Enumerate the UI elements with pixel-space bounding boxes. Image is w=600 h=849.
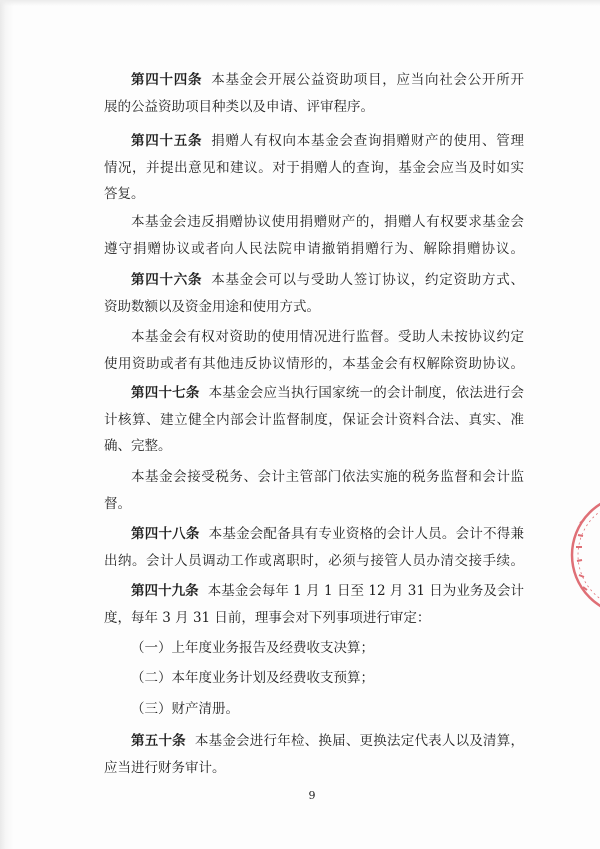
body-text: 本基金会可以与受助人签订协议，约定资助方式、 xyxy=(211,272,524,288)
seal-stamp xyxy=(560,485,600,625)
body-line xyxy=(104,578,524,605)
article-heading: 第四十五条 xyxy=(131,133,203,149)
body-line: 遵守捐赠协议或者向人民法院申请撤销捐赠行为、解除捐赠协议。 xyxy=(104,240,524,257)
article-heading: 第四十四条 xyxy=(131,72,203,88)
article-49-paragraph xyxy=(104,578,524,631)
body-line: 度，每年 3 月 31 日前，理事会对下列事项进行审定： xyxy=(104,609,431,626)
body-paragraph xyxy=(104,464,524,517)
page-number: 9 xyxy=(308,789,316,802)
list-item-text: （二）本年度业务计划及经费收支预算； xyxy=(131,670,374,686)
list-item-text: （三）财产清册。 xyxy=(131,701,239,717)
article-44-paragraph xyxy=(104,67,524,120)
article-45-paragraph xyxy=(104,128,524,208)
list-item-text: （一）上年度业务报告及经费收支决算； xyxy=(131,640,374,656)
article-heading: 第四十七条 xyxy=(131,385,200,401)
article-46-paragraph xyxy=(104,267,524,320)
body-line xyxy=(104,521,524,548)
body-line: 计核算、建立健全内部会计监督制度，保证会计资料合法、真实、准 xyxy=(104,411,524,428)
article-heading: 第四十六条 xyxy=(131,272,203,288)
body-line: 情况，并提出意见和建议。对于捐赠人的查询，基金会应当及时如实 xyxy=(104,159,524,176)
body-line: 确、完整。 xyxy=(104,438,172,454)
body-text: 本基金会应当执行国家统一的会计制度，依法进行会 xyxy=(208,385,524,401)
article-48-paragraph xyxy=(104,521,524,574)
body-line: 出纳。会计人员调动工作或离职时，必须与接管人员办清交接手续。 xyxy=(104,552,524,569)
body-text: 本基金会进行年检、换届、更换法定代表人以及清算， xyxy=(194,733,524,749)
article-heading: 第五十条 xyxy=(131,733,186,749)
list-item xyxy=(104,696,524,723)
body-line: 资助数额以及资金用途和使用方式。 xyxy=(104,298,320,315)
seal-inner-ring xyxy=(578,501,600,609)
article-heading: 第四十九条 xyxy=(131,583,199,599)
body-paragraph xyxy=(104,324,524,377)
article-50-paragraph xyxy=(104,728,524,781)
body-line xyxy=(104,128,524,155)
list-item xyxy=(104,665,524,692)
body-text: 本基金会每年 1 月 1 日至 12 月 31 日为业务及会计 xyxy=(207,583,524,599)
article-47-paragraph xyxy=(104,380,524,460)
article-heading: 第四十八条 xyxy=(131,526,200,542)
body-line xyxy=(104,728,524,755)
body-line: 本基金会接受税务、会计主管部门依法实施的税务监督和会计监 xyxy=(131,469,524,485)
body-line: 展的公益资助项目种类以及申请、评审程序。 xyxy=(104,98,374,115)
body-line: 应当进行财务审计。 xyxy=(104,759,226,776)
body-line xyxy=(104,67,524,94)
body-text: 捐赠人有权向本基金会查询捐赠财产的使用、管理 xyxy=(211,133,524,149)
body-text: 本基金会配备具有专业资格的会计人员。会计不得兼 xyxy=(208,526,524,542)
body-line: 使用资助或者有其他违反协议情形的，本基金会有权解除资助协议。 xyxy=(104,355,524,372)
seal-outer-ring xyxy=(572,495,600,615)
body-line xyxy=(104,380,524,407)
body-paragraph xyxy=(104,209,524,262)
body-line: 本基金会违反捐赠协议使用捐赠财产的，捐赠人有权要求基金会 xyxy=(131,214,524,230)
body-text: 本基金会开展公益资助项目，应当向社会公开所开 xyxy=(211,72,524,88)
body-line: 督。 xyxy=(104,495,131,512)
body-line: 本基金会有权对资助的使用情况进行监督。受助人未按协议约定 xyxy=(131,329,524,345)
body-line xyxy=(104,267,524,294)
body-line: 答复。 xyxy=(104,186,145,202)
list-item xyxy=(104,635,524,662)
